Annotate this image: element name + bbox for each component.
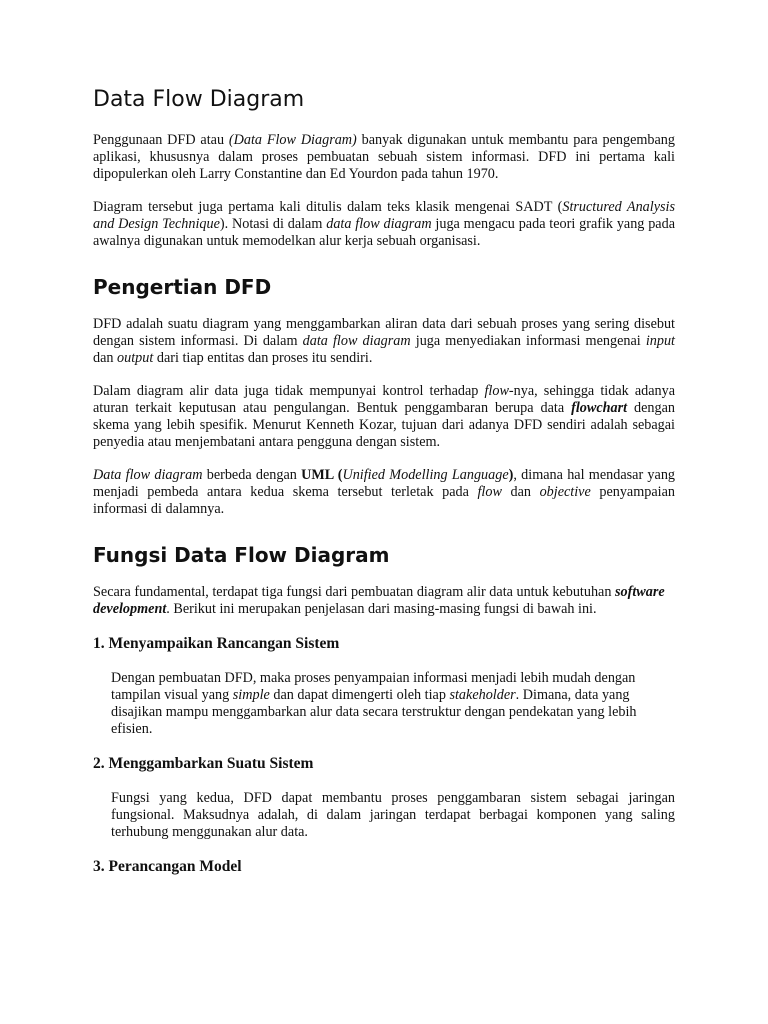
emphasis-text: output xyxy=(117,350,154,366)
text-run: , dimana hal mendasar yang menjadi pembeda antara kedua skema tersebut terletak pada xyxy=(93,467,676,500)
text-run: banyak digunakan untuk membantu para pengembang aplikasi, khususnya dalam proses pembuatan sebuah sistem informasi. DFD ini pertama kali dipopulerkan oleh Larry Constantine dan Ed Yourdon pada tahun 1970. xyxy=(93,132,675,182)
emphasis-text: input xyxy=(645,333,675,349)
text-run: dengan skema yang lebih spesifik. Menurut Kenneth Kozar, tujuan dari adanya DFD sendiri adalah sebagai penyedia atau menjembatani antara pengguna dengan sistem. xyxy=(93,400,675,450)
text-run: juga mengacu pada teori grafik yang pada awalnya digunakan untuk memodelkan alur kerja sebuah organisasi. xyxy=(93,216,675,249)
emphasis-text: Data flow diagram xyxy=(93,467,203,483)
text-run: Secara fundamental, terdapat tiga fungsi dari pembuatan diagram alir data untuk kebutuhan xyxy=(93,584,615,600)
emphasis-text: flowchart xyxy=(571,400,628,416)
emphasis-text: Structured Analysis and Design Technique xyxy=(93,199,675,232)
intro-paragraph-2 xyxy=(93,199,675,250)
text-run: dan dapat dimengerti oleh tiap xyxy=(269,687,450,703)
text-run: dari tiap entitas dan proses itu sendiri. xyxy=(153,350,373,366)
text-run: DFD adalah suatu diagram yang menggambarkan aliran data dari sebuah proses yang sering disebut dengan sistem informasi. Di dalam xyxy=(93,316,675,349)
document-title: Data Flow Diagram xyxy=(93,87,305,112)
fungsi-item-heading-1: 1. Menyampaikan Rancangan Sistem xyxy=(93,635,340,652)
emphasis-text: Unified Modelling Language xyxy=(342,467,509,483)
text-run: Diagram tersebut juga pertama kali ditulis dalam teks klasik mengenai SADT ( xyxy=(93,199,563,215)
pengertian-paragraph-2 xyxy=(93,383,675,451)
text-run: dan xyxy=(93,350,118,366)
emphasis-text: software development xyxy=(93,584,665,617)
fungsi-item-body-1 xyxy=(111,670,675,738)
emphasis-text: data flow diagram xyxy=(326,216,432,232)
document-page xyxy=(93,86,675,893)
text-run: Dengan pembuatan DFD, maka proses penyampaian informasi menjadi lebih mudah dengan tampilan visual yang xyxy=(111,670,636,703)
fungsi-item-heading-2: 2. Menggambarkan Suatu Sistem xyxy=(93,755,314,772)
text-run: dan xyxy=(501,484,540,500)
emphasis-text: flow xyxy=(477,484,502,500)
pengertian-paragraph-3 xyxy=(93,467,675,518)
text-run: berbeda dengan xyxy=(202,467,302,483)
text-run: Penggunaan DFD atau xyxy=(93,132,229,148)
text-run: juga menyediakan informasi mengenai xyxy=(410,333,646,349)
text-run: . Dimana, data yang disajikan mampu menggambarkan alur data secara terstruktur dengan pendekatan yang lebih efisien. xyxy=(111,687,637,737)
emphasis-text: data flow diagram xyxy=(302,333,411,349)
emphasis-text: ) xyxy=(508,467,514,483)
emphasis-text: UML ( xyxy=(301,467,343,483)
emphasis-text: stakeholder xyxy=(449,687,516,703)
fungsi-item-body-2 xyxy=(111,790,675,841)
text-run: ). Notasi di dalam xyxy=(219,216,327,232)
emphasis-text: flow xyxy=(484,383,509,399)
text-run: penyampaian informasi di dalamnya. xyxy=(93,484,675,517)
emphasis-text: objective xyxy=(539,484,591,500)
pengertian-paragraph-1 xyxy=(93,316,675,367)
text-run: Dalam diagram alir data juga tidak mempunyai kontrol terhadap xyxy=(93,383,485,399)
text-run: -nya, sehingga tidak adanya aturan terkait keputusan atau pengulangan. Bentuk penggambaran berupa data xyxy=(93,383,675,416)
text-run: . Berikut ini merupakan penjelasan dari masing-masing fungsi di bawah ini. xyxy=(166,601,597,617)
emphasis-text: (Data Flow Diagram) xyxy=(228,132,357,148)
fungsi-paragraph-1 xyxy=(93,584,675,618)
emphasis-text: simple xyxy=(232,687,270,703)
text-run: Fungsi yang kedua, DFD dapat membantu proses penggambaran sistem sebagai jaringan fungsional. Maksudnya adalah, di dalam jaringan terdapat berbagai komponen yang saling terhubung menggunakan alur data. xyxy=(111,790,675,840)
intro-paragraph-1 xyxy=(93,132,675,183)
fungsi-item-heading-3: 3. Perancangan Model xyxy=(93,858,242,875)
section-heading-fungsi: Fungsi Data Flow Diagram xyxy=(93,543,390,567)
section-heading-pengertian: Pengertian DFD xyxy=(93,275,272,299)
